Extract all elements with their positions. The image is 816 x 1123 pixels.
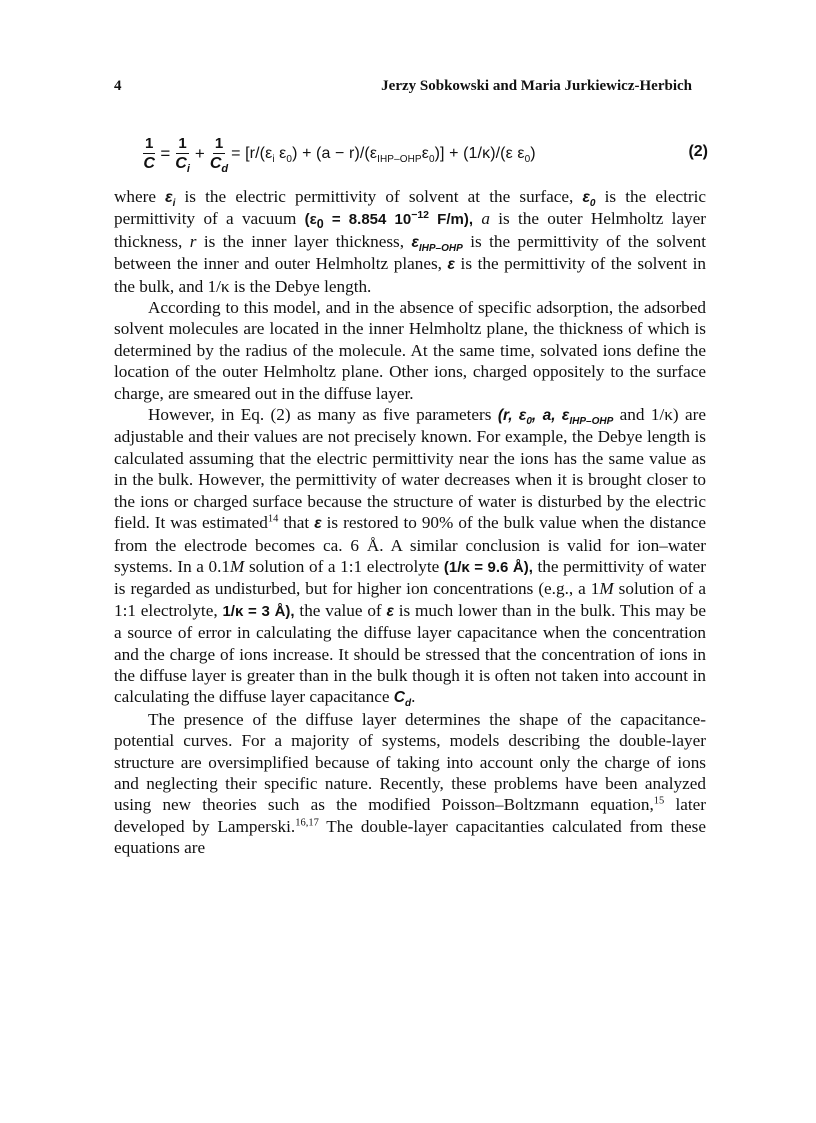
rhs-part: = [r/(ε <box>231 145 273 162</box>
den-c: C <box>209 155 222 172</box>
reference-16-17: 16,17 <box>295 817 319 829</box>
fraction-1-over-cd <box>209 135 229 176</box>
rhs-sub: 0 <box>286 154 293 166</box>
sym-eps: ε <box>411 233 419 251</box>
fraction-denominator <box>175 154 190 176</box>
debye-length-value-1: (1/κ = 9.6 Å), <box>443 558 533 576</box>
sym-eps: ε <box>582 189 590 206</box>
equation-2 <box>140 128 710 176</box>
rhs-sub: 0 <box>524 154 531 166</box>
rhs-part: ) <box>530 145 536 162</box>
text: solution of a 1:1 electrolyte <box>244 556 444 576</box>
rhs-part: )] + (1/κ)/(ε ε <box>434 145 525 162</box>
parameter-list <box>497 407 614 428</box>
fraction-denominator <box>143 154 155 172</box>
den-sub-i: i <box>186 163 190 176</box>
plus-sign: + <box>194 144 205 163</box>
sym-eps: ε <box>165 189 173 206</box>
den-c: C <box>143 155 155 172</box>
sym-part: (r, ε <box>497 407 527 425</box>
den-c: C <box>175 155 187 172</box>
sym-sub: IHP–OHP <box>569 416 614 428</box>
reference-15: 15 <box>653 795 665 807</box>
sym-sub: d <box>405 698 412 710</box>
rhs-sub: i <box>272 154 275 166</box>
fraction-numerator: 1 <box>178 135 187 152</box>
sym-sub: IHP–OHP <box>418 242 463 254</box>
text: is the permittivity of the solvent between the inner and outer Helmholtz planes, <box>114 231 707 274</box>
running-header <box>114 78 692 100</box>
symbol-eps: ε <box>447 256 455 274</box>
sym-sub: 0 <box>316 217 324 232</box>
text: is the electric permittivity of a vacuum <box>114 187 706 229</box>
text: is the permittivity of the solvent in the bulk, and <box>114 254 706 296</box>
symbol-a: a <box>481 209 490 229</box>
symbol-r: r <box>189 231 197 251</box>
symbol-molar: M <box>599 579 614 599</box>
rhs-part: ε <box>421 145 429 162</box>
sym-sub: 0 <box>526 416 532 428</box>
exponent: −12 <box>411 209 430 222</box>
vacuum-permittivity-value <box>304 209 474 232</box>
fraction-1-over-c <box>143 136 155 172</box>
rhs-part: ε <box>274 145 287 162</box>
text: the permittivity of water is regarded as undisturbed, but for higher ion concentrations (e.g., a 1 <box>114 556 706 599</box>
equation-row <box>140 135 536 176</box>
text: The double-layer capacitanties calculated from these equations are <box>114 816 706 858</box>
den-sub-d: d <box>221 163 229 176</box>
val: = 8.854 10 <box>323 211 412 229</box>
sym-part: , a, ε <box>531 407 570 425</box>
page-number: 4 <box>114 78 122 94</box>
body-text <box>114 186 706 859</box>
paragraph-definitions <box>114 186 706 297</box>
rhs-part: ) + (a − r)/(ε <box>292 145 378 162</box>
text: is the inner layer thickness, <box>196 231 412 251</box>
equation-number: (2) <box>688 143 708 160</box>
rhs-sub: IHP–OHP <box>377 154 422 166</box>
text: The presence of the diffuse layer determines the shape of the capacitance-potential curves. For a majority of systems, models describing the double-layer structure are oversimplified because of taking into account only the charge of ions and neglecting their specific nature. Recently, these problems have been analyzed using new theories such as the modified Poisson–Boltzmann equation, <box>114 709 706 815</box>
symbol-molar: M <box>230 556 245 576</box>
text: is the outer Helmholtz layer thickness, <box>114 209 707 251</box>
text: the value of <box>294 600 387 620</box>
text: is the Debye length. <box>229 276 372 296</box>
text: that <box>278 513 315 533</box>
text: is restored to 90% of the bulk value when the distance from the electrode becomes ca. 6 Å. A similar conclusion is valid for ion–water systems. In a 0.1 <box>114 513 707 576</box>
text: and <box>613 405 651 425</box>
debye-length-value-2: 1/κ = 3 Å), <box>222 602 295 620</box>
text: 1/κ) are adjustable and their values are not precisely known. For example, the Debye length is calculated assuming that the electric permittivity near the ions has the same value as in the bulk. However, the permittivity of water decreases when it is brought closer to the ions or charged surface because the structure of water is disturbed by the electric field. It was estimated <box>114 405 706 533</box>
symbol-eps-i <box>165 189 176 210</box>
text: where <box>114 187 166 206</box>
paragraph-model: According to this model, and in the absence of specific adsorption, the adsorbed solvent molecules are located in the inner Helmholtz plane, the thickness of which is determined by the radius of the molecule. At the same time, solvated ions define the location of the outer Helmholtz plane. Other ions, charged oppositely to the surface charge, are smeared out in the diffuse layer. <box>114 298 706 403</box>
text: later developed by Lamperski. <box>114 795 706 836</box>
paragraph-diffuse-layer <box>114 709 706 859</box>
symbol-eps: ε <box>386 602 394 620</box>
rhs-sub: 0 <box>428 154 435 166</box>
sym-c: C <box>393 689 405 707</box>
reference-14: 14 <box>267 513 279 525</box>
text: However, in Eq. (2) as many as five parameters <box>148 405 498 425</box>
running-head-authors: Jerzy Sobkowski and Maria Jurkiewicz-Herbich <box>381 78 692 94</box>
val: (ε <box>304 211 317 229</box>
debye-length-symbol: 1/κ <box>207 276 230 296</box>
fraction-1-over-ci <box>175 135 190 176</box>
text: is much lower than in the bulk. This may be a source of error in calculating the diffuse layer capacitance when the concentration and the charge of ions increase. It should be stressed that the concentration of ions in the diffuse layer is greater than in the bulk though it is often not taken into account in calculating the diffuse layer capacitance <box>114 600 706 707</box>
fraction-numerator: 1 <box>145 135 154 152</box>
equation-rhs <box>231 145 536 166</box>
text: is the electric permittivity of solvent at the surface, <box>175 187 583 206</box>
unit: F/m), <box>429 211 474 229</box>
symbol-eps-0 <box>582 189 596 210</box>
symbol-eps: ε <box>314 515 322 533</box>
fraction-denominator <box>209 154 229 176</box>
paragraph-parameters <box>114 404 706 709</box>
text: solution of a 1:1 electrolyte, <box>114 579 706 620</box>
sym-sub: i <box>172 198 176 210</box>
symbol-cd <box>393 689 412 710</box>
text: . <box>411 687 416 707</box>
symbol-eps-ihp-ohp <box>411 233 463 254</box>
fraction-numerator: 1 <box>214 135 224 152</box>
equals-sign: = <box>160 144 171 163</box>
sym-sub: 0 <box>589 198 596 210</box>
